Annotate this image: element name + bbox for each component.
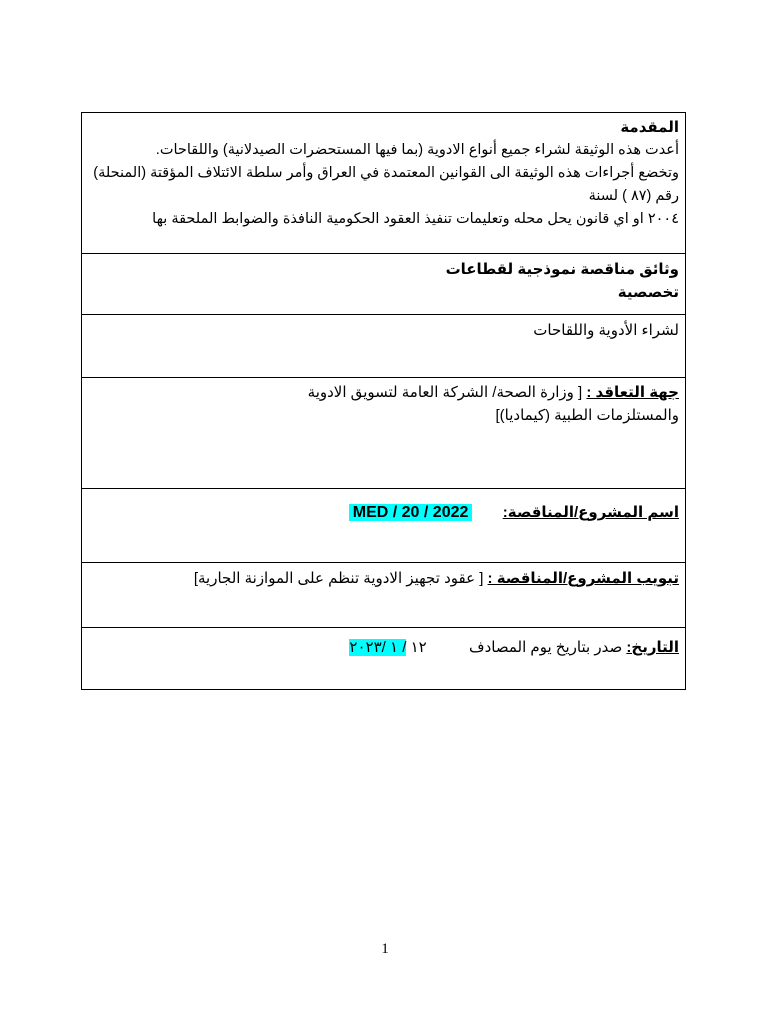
contracting-party-section: [82, 377, 685, 488]
contracting-party-label: جهة التعاقد :: [586, 384, 679, 401]
classification-label: تبويب المشروع/المناقصة :: [487, 570, 679, 587]
page-number: 1: [381, 941, 389, 957]
project-name-label: اسم المشروع/المناقصة:: [502, 504, 679, 521]
project-code: MED / 20 / 2022: [349, 504, 473, 521]
standard-docs-line-1: وثائق مناقصة نموذجية لقطاعات: [445, 261, 679, 278]
intro-line-3: ٢٠٠٤ او اي قانون يحل محله وتعليمات تنفيذ العقود الحكومية النافذة والضوابط الملحقة بها: [152, 211, 679, 227]
date-label: التاريخ:: [626, 639, 679, 656]
intro-heading: المقدمة: [620, 119, 679, 136]
standard-docs-section: [82, 253, 685, 314]
intro-line-2: وتخضع أجراءات هذه الوثيقة الى القوانين المعتمدة في العراق وأمر سلطة الائتلاف المؤقتة (المنحلة) رقم (٨٧ ) لسنة: [93, 165, 679, 204]
contracting-party-value-2: والمستلزمات الطبية (كيماديا)]: [495, 407, 679, 424]
intro-line-1: أعدت هذه الوثيقة لشراء جميع أنواع الادوية (بما فيها المستحضرات الصيدلانية) واللقاحات.: [155, 142, 679, 158]
purpose-section: [82, 314, 685, 377]
date-text: صدر بتاريخ يوم المصادف: [469, 639, 623, 656]
date-day: ١٢: [410, 639, 427, 656]
purpose-text: لشراء الأدوية واللقاحات: [533, 322, 679, 339]
classification-value: [ عقود تجهيز الادوية تنظم على الموازنة الجارية]: [193, 570, 484, 587]
standard-docs-line-2: تخصصية: [617, 284, 679, 301]
intro-section: [82, 113, 685, 253]
date-month-year: / ١ /٢٠٢٣: [349, 639, 407, 656]
project-name-section: [82, 488, 685, 562]
classification-section: [82, 562, 685, 627]
contracting-party-value-1: [ وزارة الصحة/ الشركة العامة لتسويق الادوية: [307, 384, 583, 401]
document-table: [81, 112, 686, 690]
date-section: [82, 627, 685, 689]
